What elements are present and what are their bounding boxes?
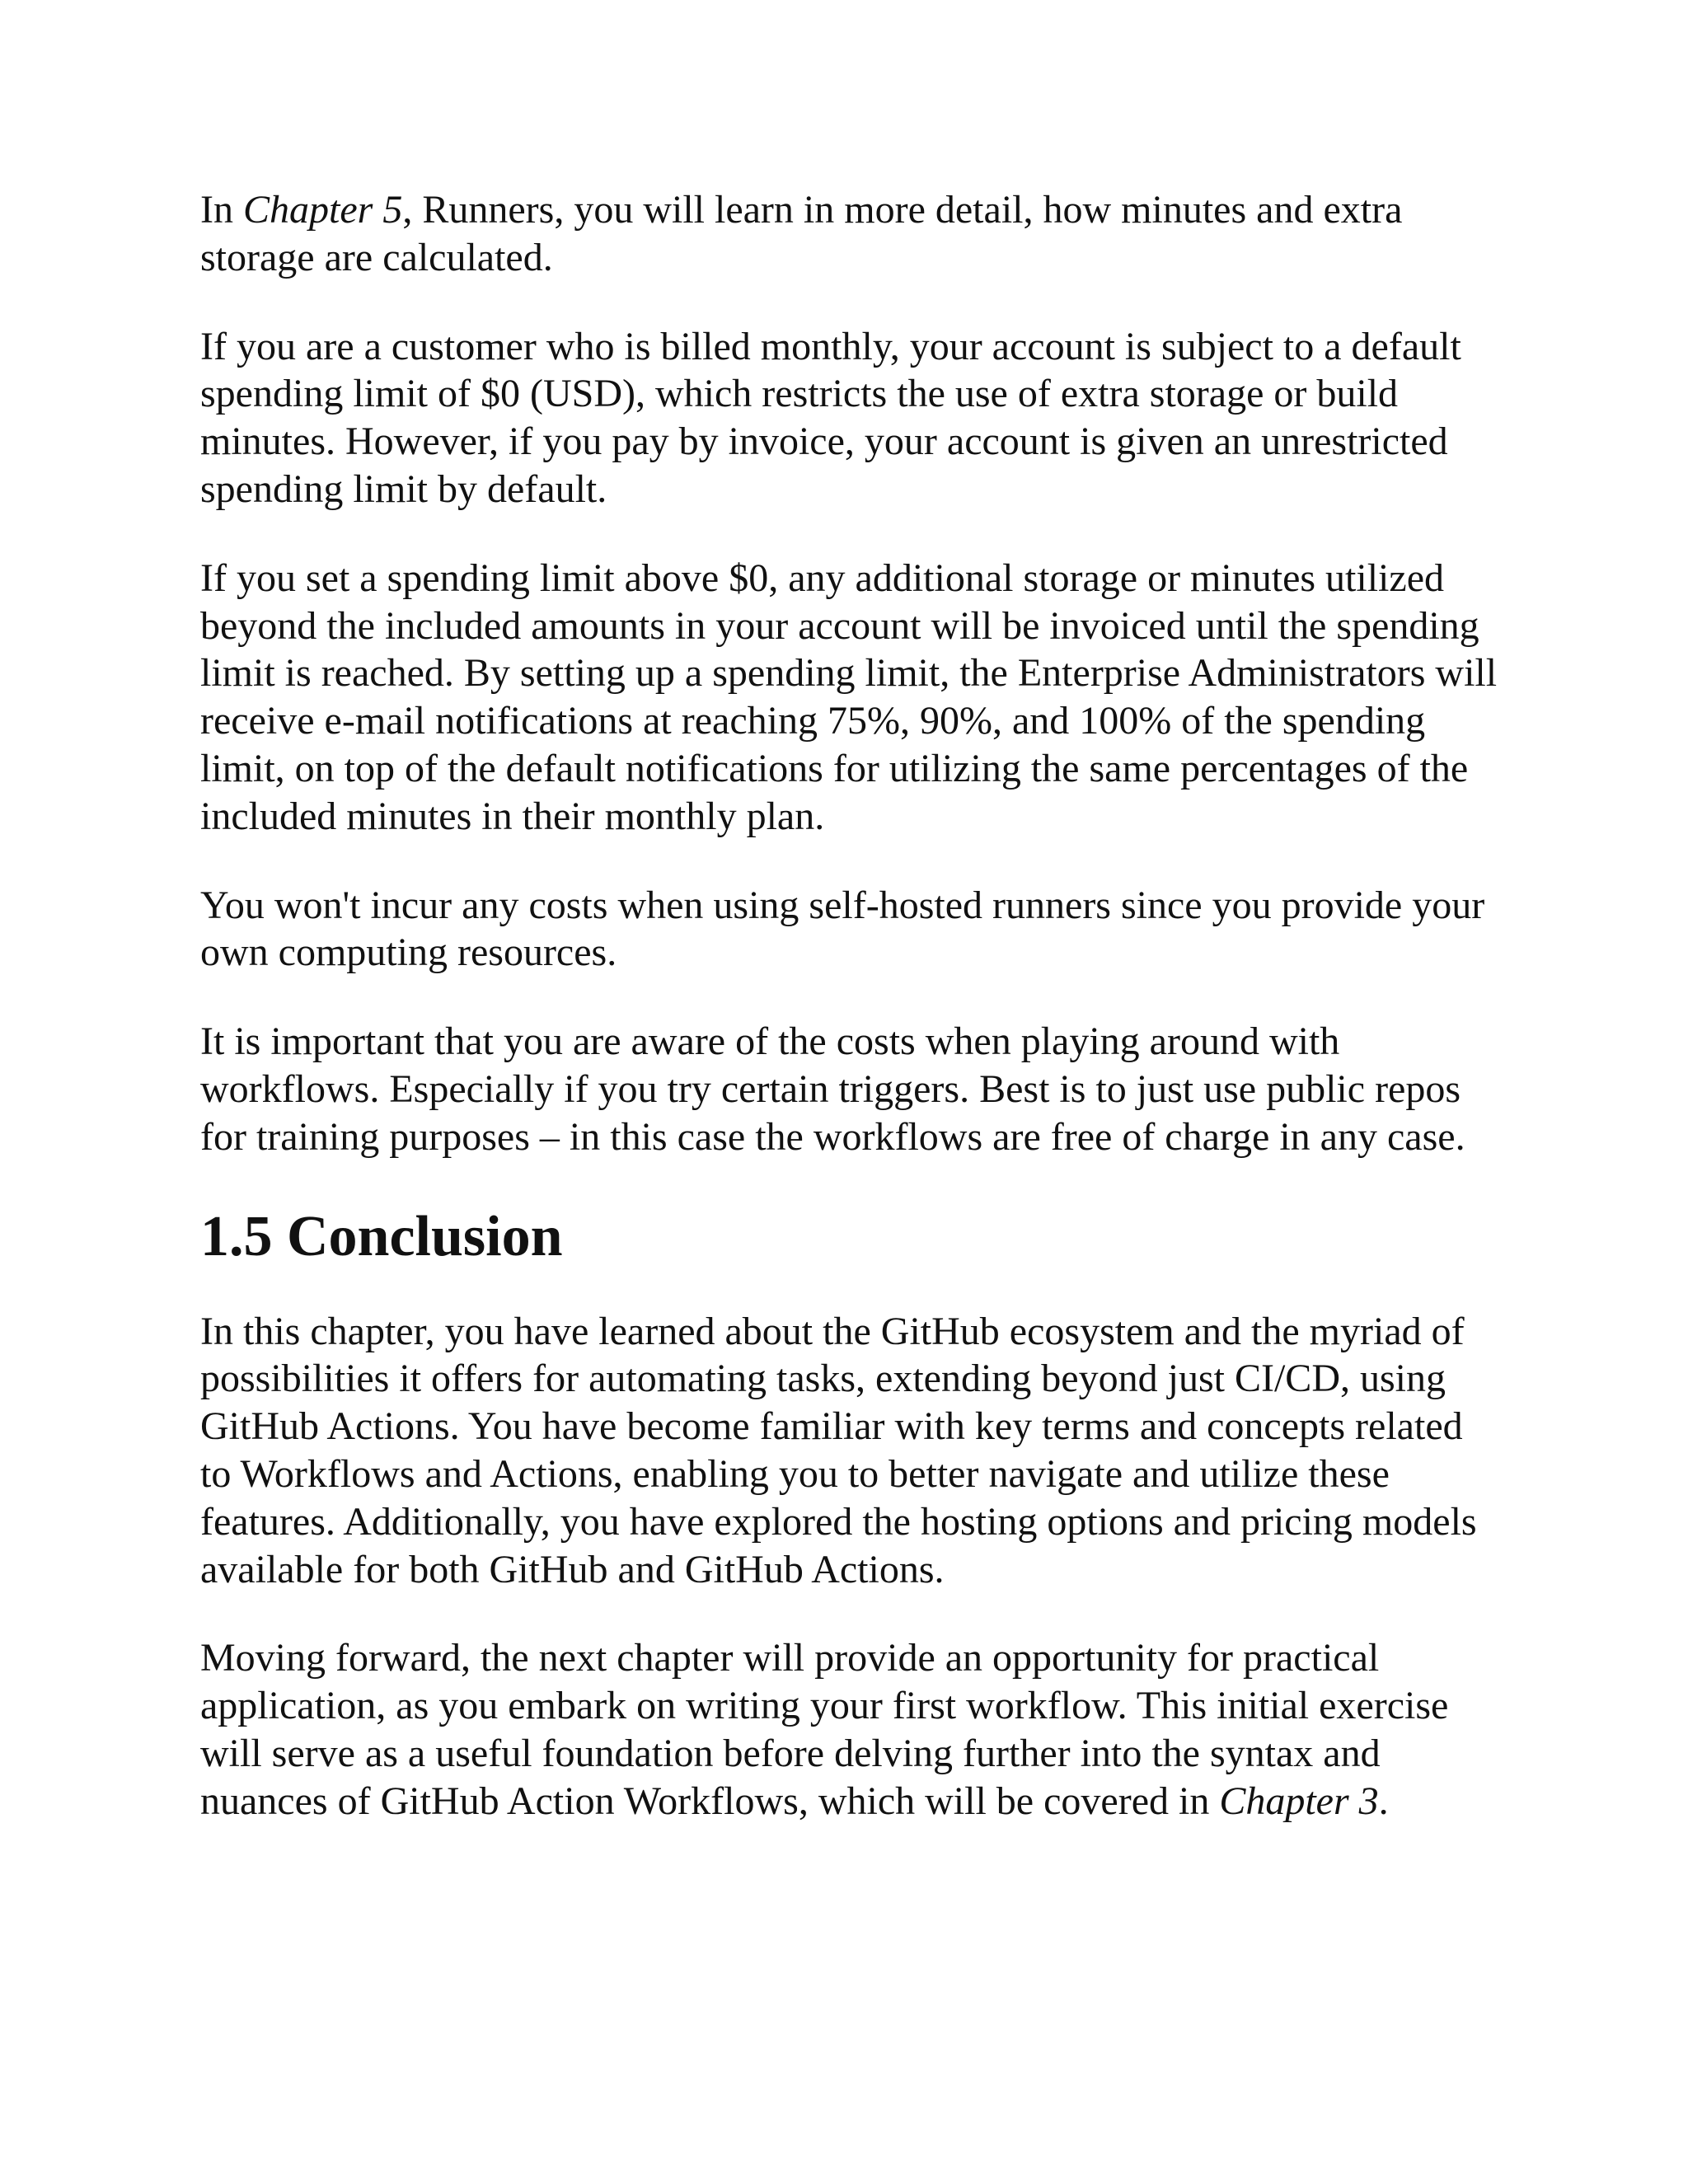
text-run: If you set a spending limit above $0, any additional storage or minutes utilized beyond the included amounts in your account will be invoiced until the spending limit is reached. By setting up a spending limit, the Enterprise Administrators will receive e-mail notifications at reaching 75%, 90%, and 100% of the spending limit, on top of the default notifications for utilizing the same percentages of the included minutes in their monthly plan. bbox=[200, 555, 1498, 838]
chapter-reference-italic: Chapter 5 bbox=[242, 188, 403, 232]
chapter-reference-italic: Chapter 3 bbox=[1219, 1779, 1379, 1823]
text-run: In bbox=[200, 188, 243, 232]
text-run: You won't incur any costs when using self-hosted runners since you provide your own computing resources. bbox=[200, 883, 1485, 975]
text-run: , Runners, you will learn in more detail, how minutes and extra storage are calculated. bbox=[200, 188, 1403, 279]
text-run: . bbox=[1378, 1779, 1389, 1823]
paragraph-billing-monthly bbox=[200, 323, 1503, 513]
text-run: Moving forward, the next chapter will provide an opportunity for practical application, as you embark on writing your first workflow. This initial exercise will serve as a useful foundation before delving further into the syntax and nuances of GitHub Action Workflows, which will be covered in bbox=[200, 1636, 1449, 1823]
paragraph-costs-awareness bbox=[200, 1018, 1503, 1160]
section-heading: 1.5 Conclusion bbox=[200, 1204, 563, 1268]
text-run: In this chapter, you have learned about the GitHub ecosystem and the myriad of possibilities it offers for automating tasks, extending beyond just CI/CD, using GitHub Actions. You have become familiar with key terms and concepts related to Workflows and Actions, enabling you to better navigate and utilize these features. Additionally, you have explored the hosting options and pricing models available for both GitHub and GitHub Actions. bbox=[200, 1309, 1477, 1591]
text-run: It is important that you are aware of the costs when playing around with workflows. Especially if you try certain triggers. Best is to just use public repos for training purposes – in this case the workflows are free of charge in any case. bbox=[200, 1019, 1465, 1159]
paragraph-chapter5-reference bbox=[200, 186, 1503, 282]
paragraph-conclusion-summary bbox=[200, 1308, 1503, 1594]
document-page bbox=[200, 186, 1503, 1867]
paragraph-spending-limit bbox=[200, 555, 1503, 841]
paragraph-self-hosted-runners bbox=[200, 882, 1503, 977]
text-run: If you are a customer who is billed monthly, your account is subject to a default spending limit of $0 (USD), which restricts the use of extra storage or build minutes. However, if you pay by invoice, your account is given an unrestricted spending limit by default. bbox=[200, 324, 1461, 511]
paragraph-next-chapter bbox=[200, 1634, 1503, 1825]
